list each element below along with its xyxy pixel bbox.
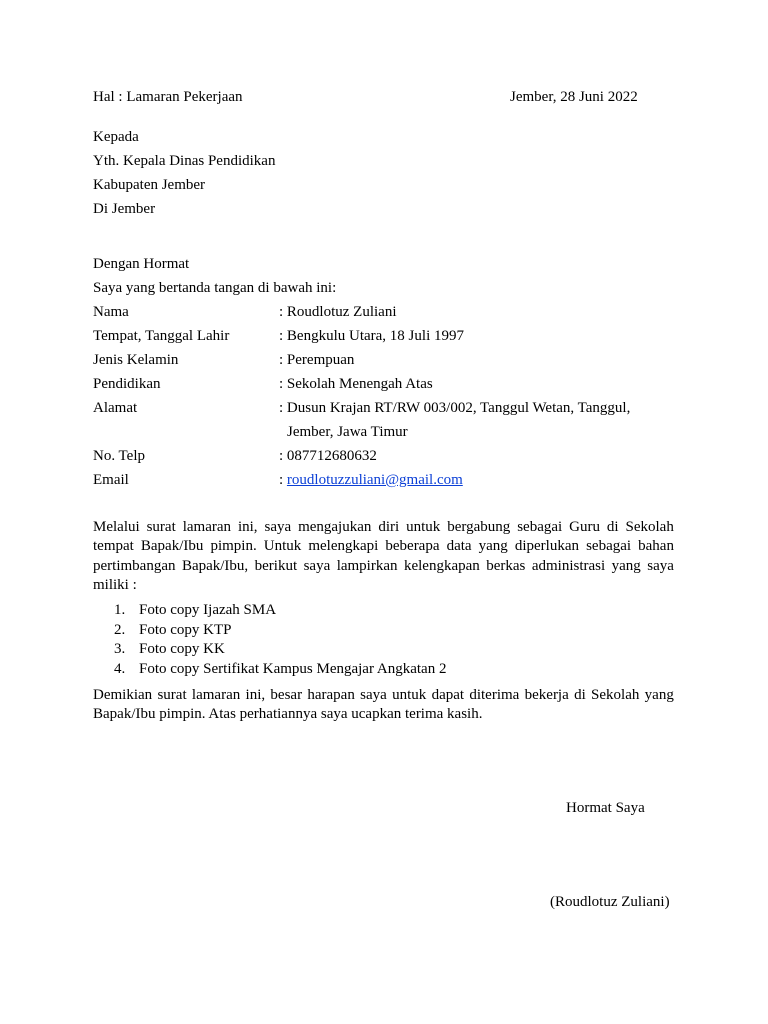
- detail-value-education: : Sekolah Menengah Atas: [279, 376, 433, 392]
- word: di: [606, 519, 619, 535]
- word: yang: [611, 557, 641, 574]
- recipient-block: [93, 125, 275, 221]
- word: beberapa: [385, 538, 440, 555]
- list-text: Foto copy KK: [139, 641, 225, 657]
- word: saya: [647, 557, 674, 574]
- word: yang: [478, 538, 508, 555]
- closing-paragraph: [93, 686, 674, 725]
- list-text: Foto copy Sertifikat Kampus Mengajar Angkatan 2: [139, 660, 447, 677]
- detail-value-gender: : Perempuan: [279, 352, 355, 368]
- word: lampirkan: [336, 557, 398, 574]
- email-colon: :: [279, 472, 287, 488]
- word: pimpin.: [210, 538, 257, 555]
- letter-date: Jember, 28 Juni 2022: [510, 89, 638, 105]
- list-text: Foto copy KTP: [139, 621, 232, 638]
- body-line: [93, 537, 674, 556]
- list-number: 1.: [114, 602, 126, 618]
- recipient-line: Kepada: [93, 129, 139, 145]
- body-line: [93, 518, 674, 537]
- word: surat: [157, 687, 187, 703]
- word: kelengkapan: [403, 557, 480, 574]
- word: surat: [146, 519, 176, 535]
- word: lamaran: [182, 519, 232, 535]
- word: bahan: [638, 538, 674, 555]
- word: untuk: [406, 519, 441, 535]
- detail-label-email: Email: [93, 472, 129, 488]
- word: diri: [378, 519, 400, 535]
- word: Sekolah: [625, 519, 674, 535]
- detail-label-birth: Tempat, Tanggal Lahir: [93, 328, 230, 344]
- letter-subject: Hal : Lamaran Pekerjaan: [93, 89, 243, 105]
- word: melengkapi: [308, 538, 379, 555]
- email-link[interactable]: roudlotuzzuliani@gmail.com: [286, 472, 463, 488]
- word: pertimbangan: [93, 557, 176, 574]
- word: mengajukan: [298, 519, 372, 535]
- word: berikut: [254, 557, 298, 574]
- detail-label-education: Pendidikan: [93, 376, 161, 392]
- detail-value-name: : Roudlotuz Zuliani: [279, 304, 397, 320]
- recipient-line: Yth. Kepala Dinas Pendidikan: [93, 153, 276, 169]
- word: Sekolah: [591, 687, 640, 703]
- word: ini,: [245, 687, 266, 703]
- word: ini,: [237, 519, 258, 535]
- word: berkas: [486, 557, 526, 574]
- word: yang: [644, 687, 674, 703]
- word: sebagai: [586, 538, 632, 555]
- body-line: miliki :: [93, 576, 137, 593]
- word: saya: [264, 519, 292, 535]
- word: Melalui: [93, 519, 140, 535]
- word: diterima: [469, 687, 520, 703]
- recipient-line: Di Jember: [93, 201, 156, 217]
- greeting: Dengan Hormat: [93, 256, 190, 272]
- word: Demikian: [93, 687, 153, 703]
- closing-line: Bapak/Ibu pimpin. Atas perhatiannya saya ucapkan terima kasih.: [93, 706, 483, 723]
- word: Guru: [569, 519, 600, 535]
- detail-label-gender: Jenis Kelamin: [93, 352, 179, 368]
- list-number: 4.: [114, 660, 126, 677]
- detail-value-email: [279, 471, 463, 489]
- word: sebagai: [517, 519, 563, 535]
- word: administrasi: [531, 557, 606, 574]
- word: saya: [303, 557, 331, 574]
- body-paragraph: [93, 518, 674, 595]
- detail-label-address: Alamat: [93, 400, 138, 416]
- word: tempat: [93, 538, 134, 555]
- word: Untuk: [263, 538, 302, 555]
- recipient-line: Kabupaten Jember: [93, 177, 206, 193]
- word: Bapak/Ibu: [140, 538, 204, 555]
- word: harapan: [307, 687, 355, 703]
- word: bergabung: [447, 519, 511, 535]
- word: lamaran: [191, 687, 241, 703]
- list-number: 3.: [114, 641, 126, 657]
- word: untuk: [392, 687, 427, 703]
- word: data: [446, 538, 472, 555]
- detail-value-phone: : 087712680632: [279, 448, 377, 464]
- word: diperlukan: [514, 538, 580, 555]
- signature-name: (Roudlotuz Zuliani): [550, 894, 670, 910]
- word: bekerja: [524, 687, 569, 703]
- closing-line: [93, 686, 674, 705]
- word: di: [574, 687, 586, 703]
- word: Bapak/Ibu,: [181, 557, 249, 574]
- detail-value-birth: : Bengkulu Utara, 18 Juli 1997: [279, 328, 464, 344]
- detail-label-phone: No. Telp: [93, 448, 146, 464]
- list-number: 2.: [114, 621, 126, 638]
- word: besar: [270, 687, 303, 703]
- body-line: [93, 557, 674, 576]
- detail-value-address: : Dusun Krajan RT/RW 003/002, Tanggul Wetan, Tanggul,: [279, 400, 631, 416]
- intro-sentence: Saya yang bertanda tangan di bawah ini:: [93, 280, 337, 296]
- signature-greeting: Hormat Saya: [566, 800, 645, 816]
- list-text: Foto copy Ijazah SMA: [139, 602, 277, 618]
- detail-label-name: Nama: [93, 304, 129, 320]
- word: saya: [360, 687, 387, 703]
- detail-value-address-line2: Jember, Jawa Timur: [287, 424, 408, 440]
- word: dapat: [431, 687, 465, 703]
